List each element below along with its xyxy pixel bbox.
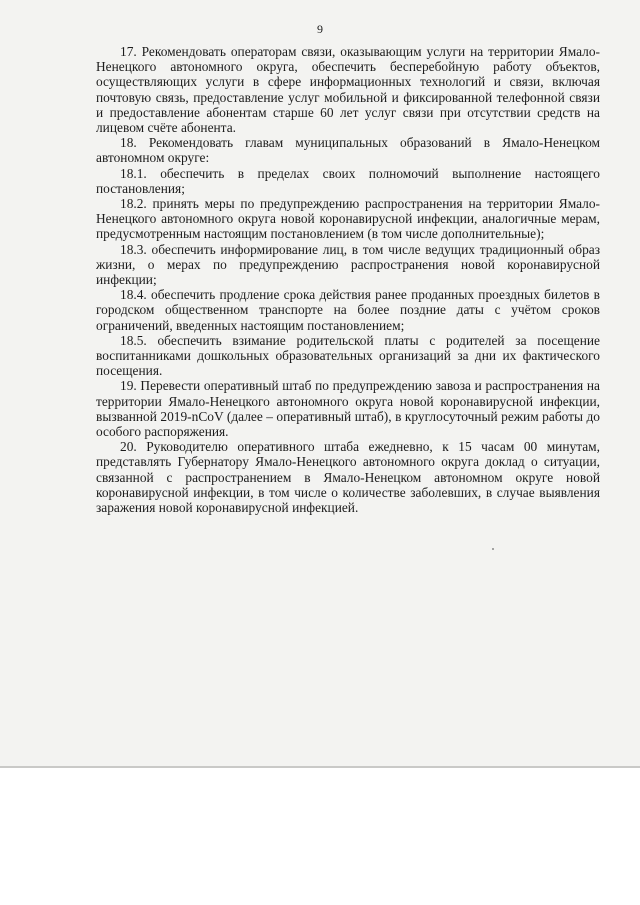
- paragraph-18-5: 18.5. обеспечить взимание родительской платы с родителей за посещение воспитанниками дошкольных образовательных организаций за дни их фактического посещения.: [96, 332, 600, 379]
- paragraph-18: 18. Рекомендовать главам муниципальных образований в Ямало-Ненецком автономном округе:: [96, 135, 600, 166]
- document-body: [96, 44, 600, 515]
- scan-speck: [492, 548, 494, 550]
- paragraph-18-1: 18.1. обеспечить в пределах своих полномочий выполнение настоящего постановления;: [96, 165, 600, 196]
- paragraph-18-4: 18.4. обеспечить продление срока действия ранее проданных проездных билетов в городском общественном транспорте на более поздние даты с учётом сроков ограничений, введенных настоящим постановлением;: [96, 287, 600, 333]
- scan-bottom-edge: [0, 766, 640, 768]
- paragraph-20: 20. Руководителю оперативного штаба ежедневно, к 15 часам 00 минутам, представлять Губернатору Ямало-Ненецкого автономного округа доклад о ситуации, связанной с распространением в Ямало-Ненецком автономном округе новой коронавирусной инфекции, в том числе о количестве заболевших, в случае выявления заражения новой коронавирусной инфекцией.: [96, 439, 600, 516]
- paragraph-17: 17. Рекомендовать операторам связи, оказывающим услуги на территории Ямало-Ненецкого автономного округа, обеспечить бесперебойную работу объектов, осуществляющих услуги в сфере информационных технологий и связи, включая почтовую связь, предоставление услуг мобильной и фиксированной телефонной связи и предоставление абонентам старше 60 лет услуг связи при отсутствии средств на лицевом счёте абонента.: [96, 44, 600, 136]
- paragraph-19: 19. Перевести оперативный штаб по предупреждению завоза и распространения на территории Ямало-Ненецкого автономного округа новой коронавирусной инфекции, вызванной 2019-nCoV (далее – оперативный штаб), в круглосуточный режим работы до особого распоряжения.: [96, 378, 600, 440]
- paragraph-18-2: 18.2. принять меры по предупреждению распространения на территории Ямало-Ненецкого автономного округа новой коронавирусной инфекции, аналогичные мерам, предусмотренным настоящим постановлением (в том числе дополнительные);: [96, 196, 600, 242]
- paragraph-18-3: 18.3. обеспечить информирование лиц, в том числе ведущих традиционный образ жизни, о мерах по предупреждению распространения новой коронавирусной инфекции;: [96, 241, 600, 288]
- page-number: 9: [317, 22, 323, 36]
